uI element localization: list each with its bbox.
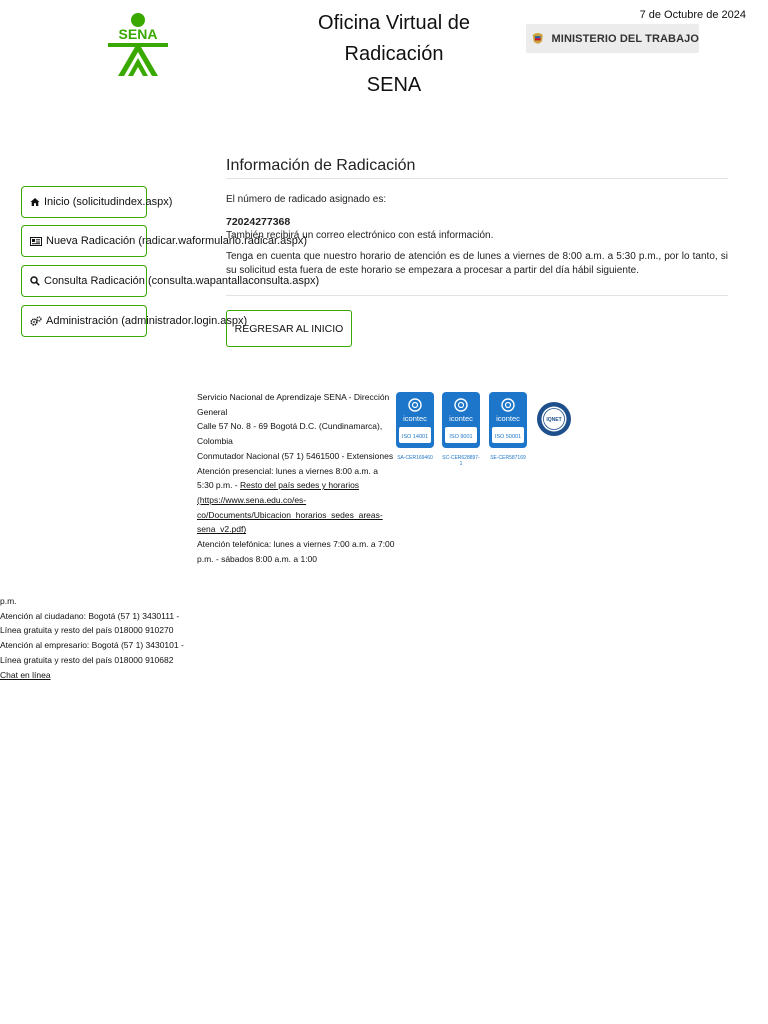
id-card-icon xyxy=(30,237,42,246)
nav-consulta-radicacion-label: Consulta Radicación (consulta.wapantallaconsulta.aspx) xyxy=(44,275,320,287)
cert3-standard: ISO 50001 xyxy=(494,434,522,440)
cert3-brand: icontec xyxy=(496,414,520,423)
chat-link[interactable]: Chat en línea xyxy=(0,669,51,680)
nav-nueva-radicacion-label: Nueva Radicación (radicar.waformulario.radicar.aspx) xyxy=(46,235,308,247)
content-divider xyxy=(226,295,728,296)
footer-line-phone-hours: Atención telefónica: lunes a viernes 7:00 a.m. a 7:00 p.m. - sábados 8:00 a.m. a 1:00 xyxy=(197,539,395,564)
ministry-logo xyxy=(526,24,699,53)
iqnet-label: IQNET xyxy=(546,417,562,423)
email-note: También recibirá un correo electrónico con está información. xyxy=(226,230,494,241)
cert1-brand: icontec xyxy=(403,414,427,423)
title-line-2: Radicación xyxy=(344,43,444,65)
current-date: 7 de Octubre de 2024 xyxy=(639,9,746,21)
return-home-button[interactable]: REGRESAR AL INICIO xyxy=(226,310,352,347)
radicado-number: 72024277368 xyxy=(226,216,291,228)
footer-line-address: Calle 57 No. 8 - 69 Bogotá D.C. (Cundinamarca), Colombia xyxy=(197,421,383,447)
iqnet-badge xyxy=(536,401,572,437)
title-line-3: SENA xyxy=(366,74,422,96)
footer-attention-text: Atención presencial: lunes a viernes 8:00 a.m. a 5:30 p.m. - xyxy=(197,465,378,491)
footer-contact-info xyxy=(197,390,395,566)
footer-line-phone-hours-cont: p.m. xyxy=(0,596,17,606)
icontec-iso50001-badge xyxy=(489,392,527,448)
footer-line-business: Atención al empresario: Bogotá (57 1) 3430101 - Línea gratuita y resto del país 018000 910682 xyxy=(0,640,184,665)
assigned-number-label: El número de radicado asignado es: xyxy=(226,194,387,205)
title-line-1: Oficina Virtual de xyxy=(318,12,470,34)
gears-icon xyxy=(30,316,42,326)
footer-line-citizen: Atención al ciudadano: Bogotá (57 1) 3430111 - Línea gratuita y resto del país 018000 910270 xyxy=(0,610,180,636)
cert2-standard: ISO 9001 xyxy=(449,434,473,440)
cert3-code: SE-CER587169 xyxy=(490,455,526,461)
icontec-iso9001-badge xyxy=(442,392,480,448)
footer-contact-info-continued xyxy=(0,594,192,682)
cert2-code: SC-CER628897-1 xyxy=(442,455,480,467)
nav-administracion-label: Administración (administrador.login.aspx) xyxy=(46,315,248,327)
svg-text:SENA: SENA xyxy=(118,26,158,42)
schedule-note: Tenga en cuenta que nuestro horario de atención es de lunes a viernes de 8:00 a.m. a 5:30 p.m., por lo tanto, si su solicitud esta fuera de este horario se empezara a procesar a partir del día hábil siguiente. xyxy=(226,251,728,276)
nav-inicio-label: Inicio (solicitudindex.aspx) xyxy=(44,196,173,208)
ministry-name: MINISTERIO DEL TRABAJO xyxy=(551,32,699,45)
footer-line-attention xyxy=(197,464,395,538)
info-heading: Información de Radicación xyxy=(226,157,728,179)
nav-consulta-radicacion-button[interactable] xyxy=(21,265,320,297)
nav-nueva-radicacion-button[interactable] xyxy=(21,225,308,257)
coat-of-arms-icon xyxy=(530,28,546,50)
cert1-code: SA-CER169460 xyxy=(397,455,433,461)
footer-line-entity: Servicio Nacional de Aprendizaje SENA - Dirección General xyxy=(197,392,390,417)
page-title xyxy=(300,8,488,101)
sena-logo xyxy=(106,12,170,78)
search-icon xyxy=(30,276,40,286)
footer-line-phone: Conmutador Nacional (57 1) 5461500 - Extensiones xyxy=(197,450,394,461)
icontec-iso14001-badge xyxy=(396,392,434,448)
nav-administracion-button[interactable] xyxy=(21,305,248,337)
nav-inicio-button[interactable] xyxy=(21,186,173,218)
cert1-standard: ISO 14001 xyxy=(401,434,429,440)
home-icon xyxy=(30,197,40,207)
footer-sedes-link[interactable]: Resto del país sedes y horarios (https://www.sena.edu.co/es-co/Documents/Ubicacion_horarios_sedes_areas-sena_v2.pdf) xyxy=(197,480,383,535)
cert2-brand: icontec xyxy=(449,414,473,423)
